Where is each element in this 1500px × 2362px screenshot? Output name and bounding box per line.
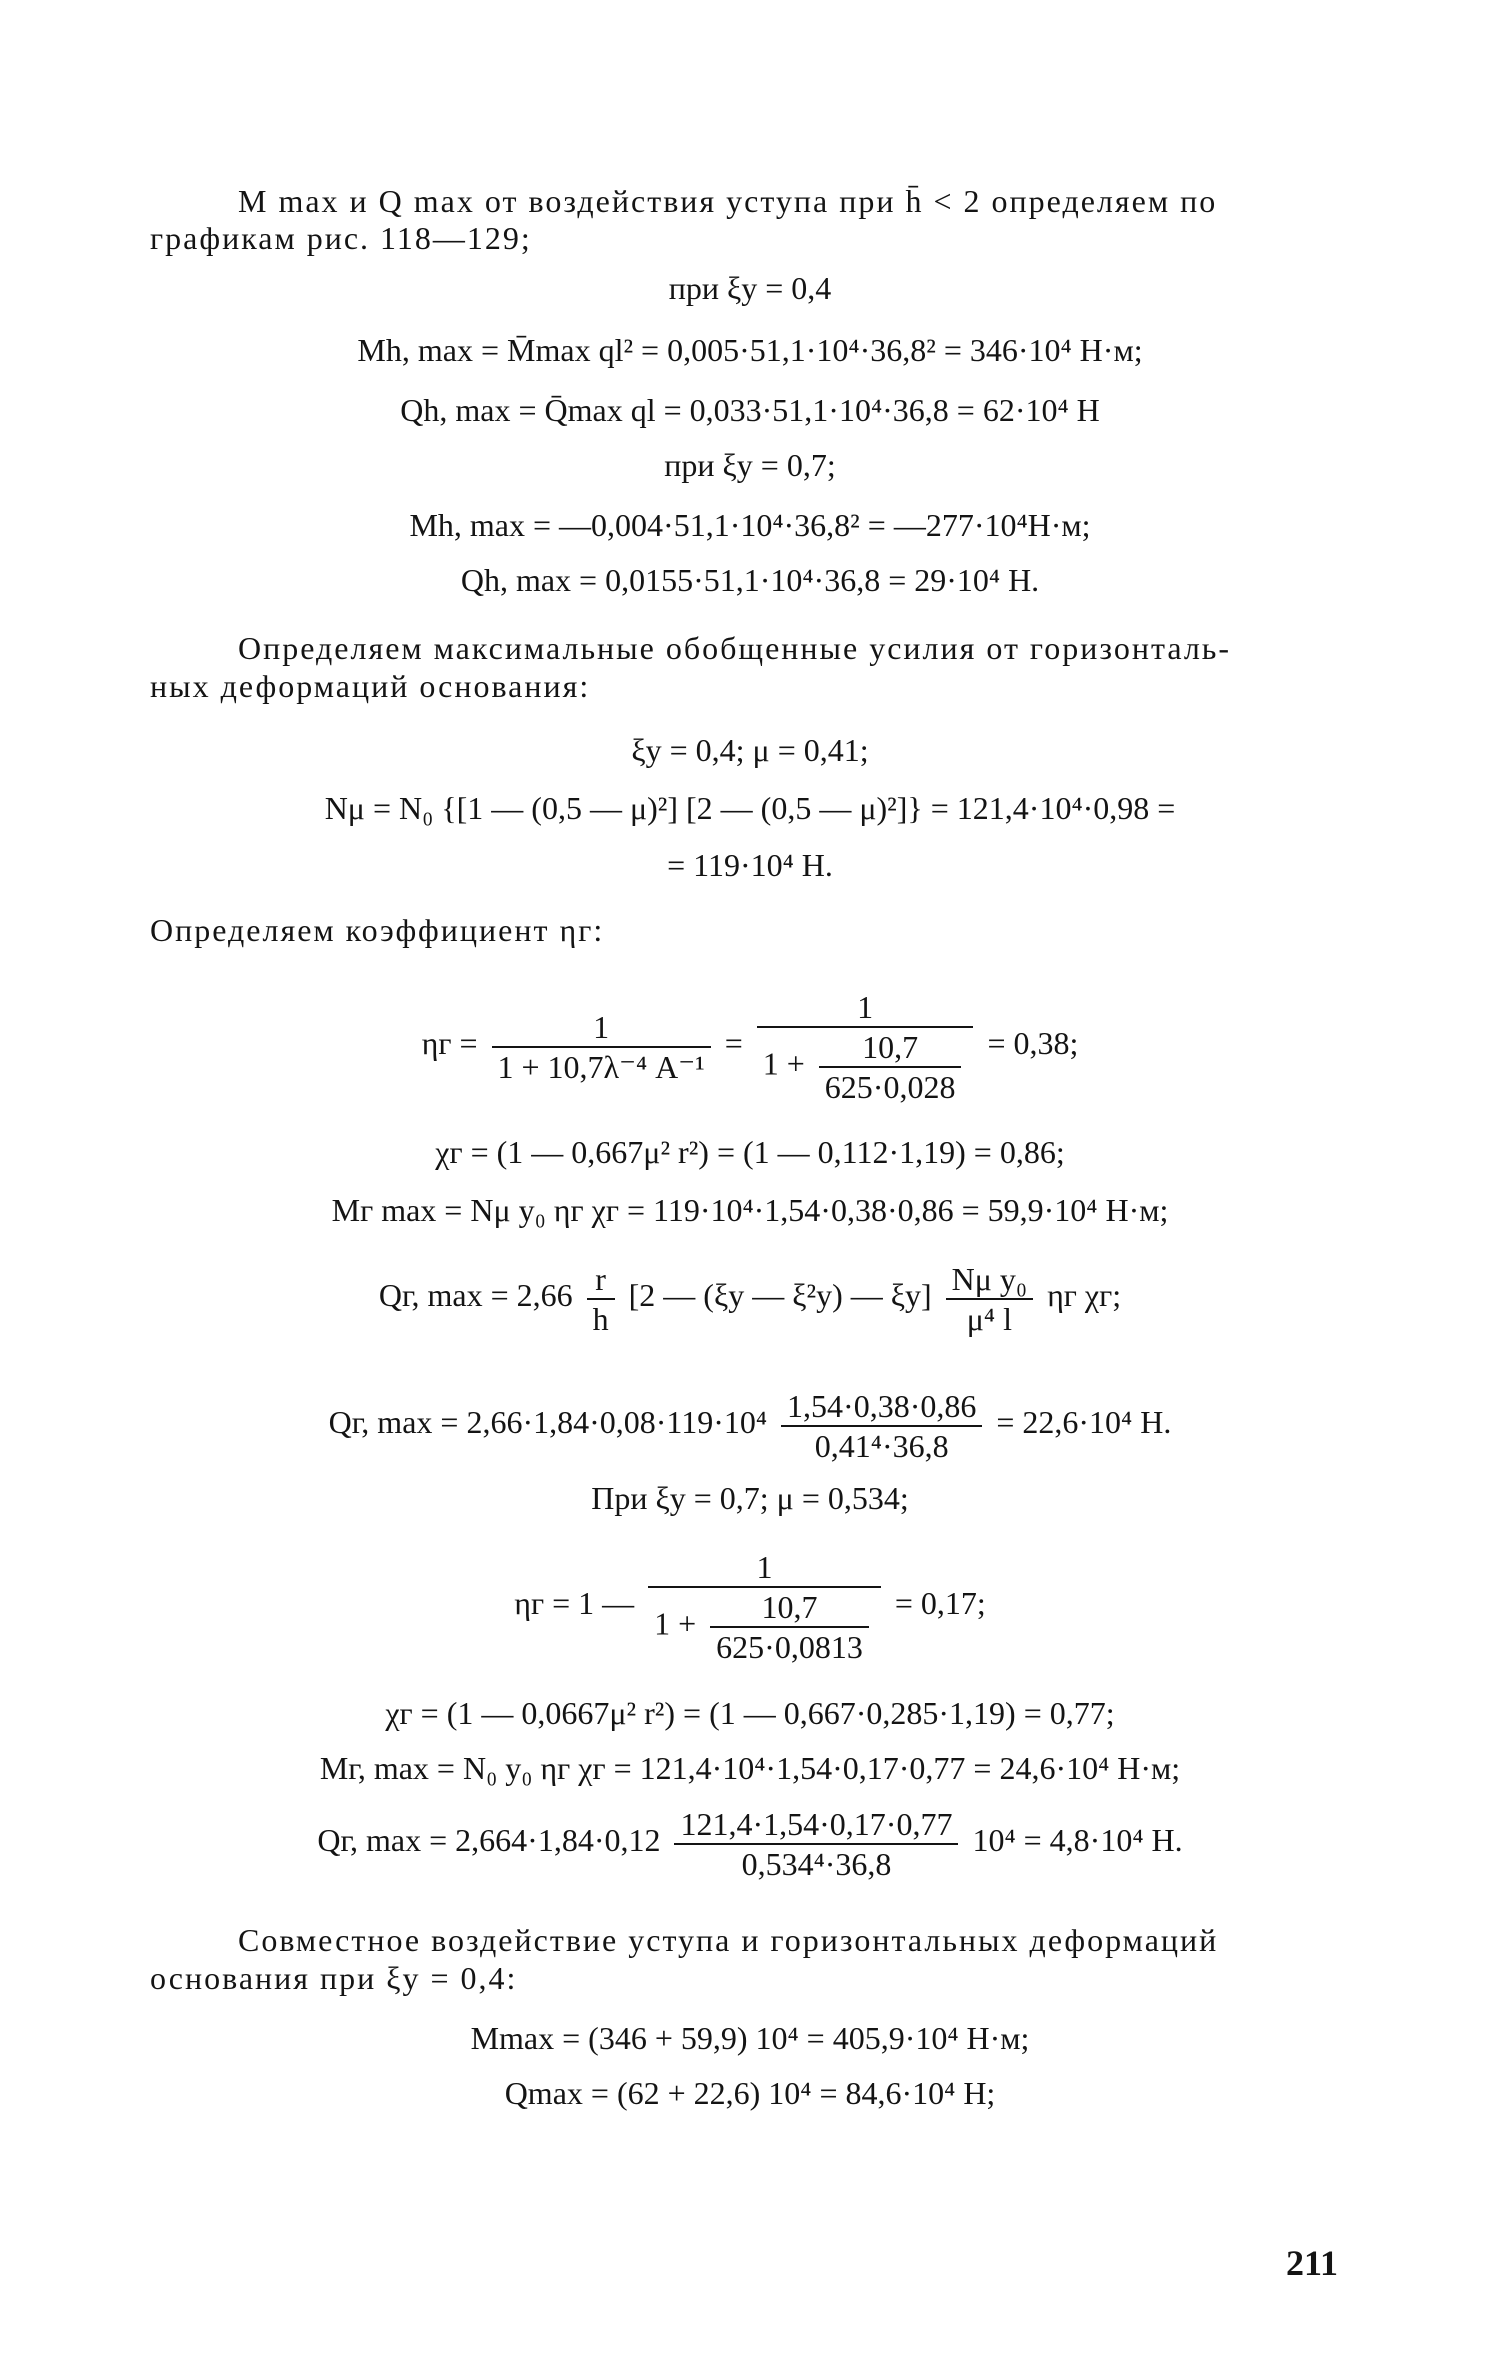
fraction [648, 1548, 881, 1666]
paragraph-line: Определяем максимальные обобщенные усилия от горизонталь- [238, 630, 1232, 666]
formula: χг = (1 — 0,0667μ² r²) = (1 — 0,667·0,285·1,19) = 0,77; [385, 1695, 1115, 1731]
formula: Qmax = (62 + 22,6) 10⁴ = 84,6·10⁴ Н; [504, 2075, 996, 2111]
denominator: 0,41⁴·36,8 [814, 1427, 949, 1464]
formula-lhs: Qг, max = 2,664·1,84·0,12 [317, 1822, 661, 1858]
formula: Mmax = (346 + 59,9) 10⁴ = 405,9·10⁴ Н·м; [470, 2020, 1030, 2056]
nested-fraction [710, 1588, 869, 1666]
denominator: 625·0,0813 [716, 1628, 863, 1665]
paragraph-line: Совместное воздействие уступа и горизонтальных деформаций [238, 1922, 1219, 1958]
denominator [757, 1028, 974, 1106]
denominator: μ⁴ l [966, 1300, 1012, 1337]
formula: ξy = 0,4; μ = 0,41; [631, 732, 869, 768]
q-formula-numeric [150, 1790, 1350, 1890]
formula-lhs: Qг, max = 2,66 [378, 1277, 573, 1313]
formula-lhs: ηг = [421, 1025, 478, 1061]
numerator: 10,7 [819, 1028, 962, 1068]
formula: Mг, max = N₀ y₀ ηг χг = 121,4·10⁴·1,54·0,17·0,77 = 24,6·10⁴ Н·м; [319, 1750, 1181, 1786]
fraction [757, 988, 974, 1106]
denominator: 625·0,028 [824, 1068, 956, 1105]
numerator: 10,7 [710, 1588, 869, 1628]
formula: при ξy = 0,4 [668, 270, 832, 306]
paragraph-line: графикам рис. 118—129; [150, 220, 532, 256]
fraction [946, 1260, 1033, 1338]
numerator: 121,4·1,54·0,17·0,77 [674, 1805, 958, 1845]
paragraph-line: M max и Q max от воздействия уступа при h̄ < 2 определяем по [238, 183, 1218, 219]
formula-lhs: ηг = 1 — [514, 1585, 635, 1621]
paragraph-line: Определяем коэффициент ηг: [150, 912, 605, 948]
denominator-prefix: 1 + [762, 1045, 805, 1081]
formula: Mг max = Nμ y₀ ηг χг = 119·10⁴·1,54·0,38·0,86 = 59,9·10⁴ Н·м; [331, 1192, 1169, 1228]
eta-formula [150, 1528, 1350, 1678]
formula: при ξy = 0,7; [664, 447, 836, 483]
formula: Mh, max = —0,004·51,1·10⁴·36,8² = —277·10⁴Н·м; [409, 507, 1091, 543]
numerator: 1 [757, 988, 974, 1028]
formula-middle: [2 — (ξy — ξ²y) — ξy] [628, 1277, 932, 1313]
numerator: Nμ y₀ [946, 1260, 1033, 1300]
numerator: 1,54·0,38·0,86 [781, 1387, 982, 1427]
numerator: 1 [492, 1008, 711, 1048]
formula: При ξy = 0,7; μ = 0,534; [591, 1480, 909, 1516]
paragraph-line: основания при ξy = 0,4: [150, 1960, 518, 1996]
denominator-prefix: 1 + [654, 1605, 697, 1641]
eta-formula [150, 968, 1350, 1118]
formula-rhs: = 0,17; [894, 1585, 986, 1621]
denominator [648, 1588, 881, 1666]
formula-rhs: 10⁴ = 4,8·10⁴ Н. [972, 1822, 1183, 1858]
q-formula-numeric [150, 1372, 1350, 1472]
fraction [587, 1260, 615, 1338]
fraction [492, 1008, 711, 1086]
formula-rhs: = 22,6·10⁴ Н. [996, 1404, 1172, 1440]
q-formula [150, 1245, 1350, 1345]
formula-rhs: ηг χг; [1047, 1277, 1122, 1313]
denominator: 0,534⁴·36,8 [741, 1845, 892, 1882]
fraction [781, 1387, 982, 1465]
nested-fraction [819, 1028, 962, 1106]
numerator: 1 [648, 1548, 881, 1588]
fraction [674, 1805, 958, 1883]
numerator: r [587, 1260, 615, 1300]
denominator: h [592, 1300, 609, 1337]
denominator: 1 + 10,7λ⁻⁴ A⁻¹ [497, 1048, 705, 1085]
formula: Qh, max = Q̄max ql = 0,033·51,1·10⁴·36,8 = 62·10⁴ Н [400, 392, 1100, 428]
formula: = 119·10⁴ Н. [667, 847, 833, 883]
formula-lhs: Qг, max = 2,66·1,84·0,08·119·10⁴ [328, 1404, 768, 1440]
formula: Nμ = N₀ {[1 — (0,5 — μ)²] [2 — (0,5 — μ)²]} = 121,4·10⁴·0,98 = [324, 790, 1176, 826]
paragraph-line: ных деформаций основания: [150, 668, 591, 704]
equals-sign: = [724, 1025, 743, 1061]
page-number: 211 [1285, 2243, 1338, 2283]
formula: Mh, max = M̄max ql² = 0,005·51,1·10⁴·36,8² = 346·10⁴ Н·м; [357, 332, 1143, 368]
formula-rhs: = 0,38; [987, 1025, 1079, 1061]
formula: Qh, max = 0,0155·51,1·10⁴·36,8 = 29·10⁴ Н. [460, 562, 1040, 598]
formula: χг = (1 — 0,667μ² r²) = (1 — 0,112·1,19) = 0,86; [435, 1134, 1065, 1170]
